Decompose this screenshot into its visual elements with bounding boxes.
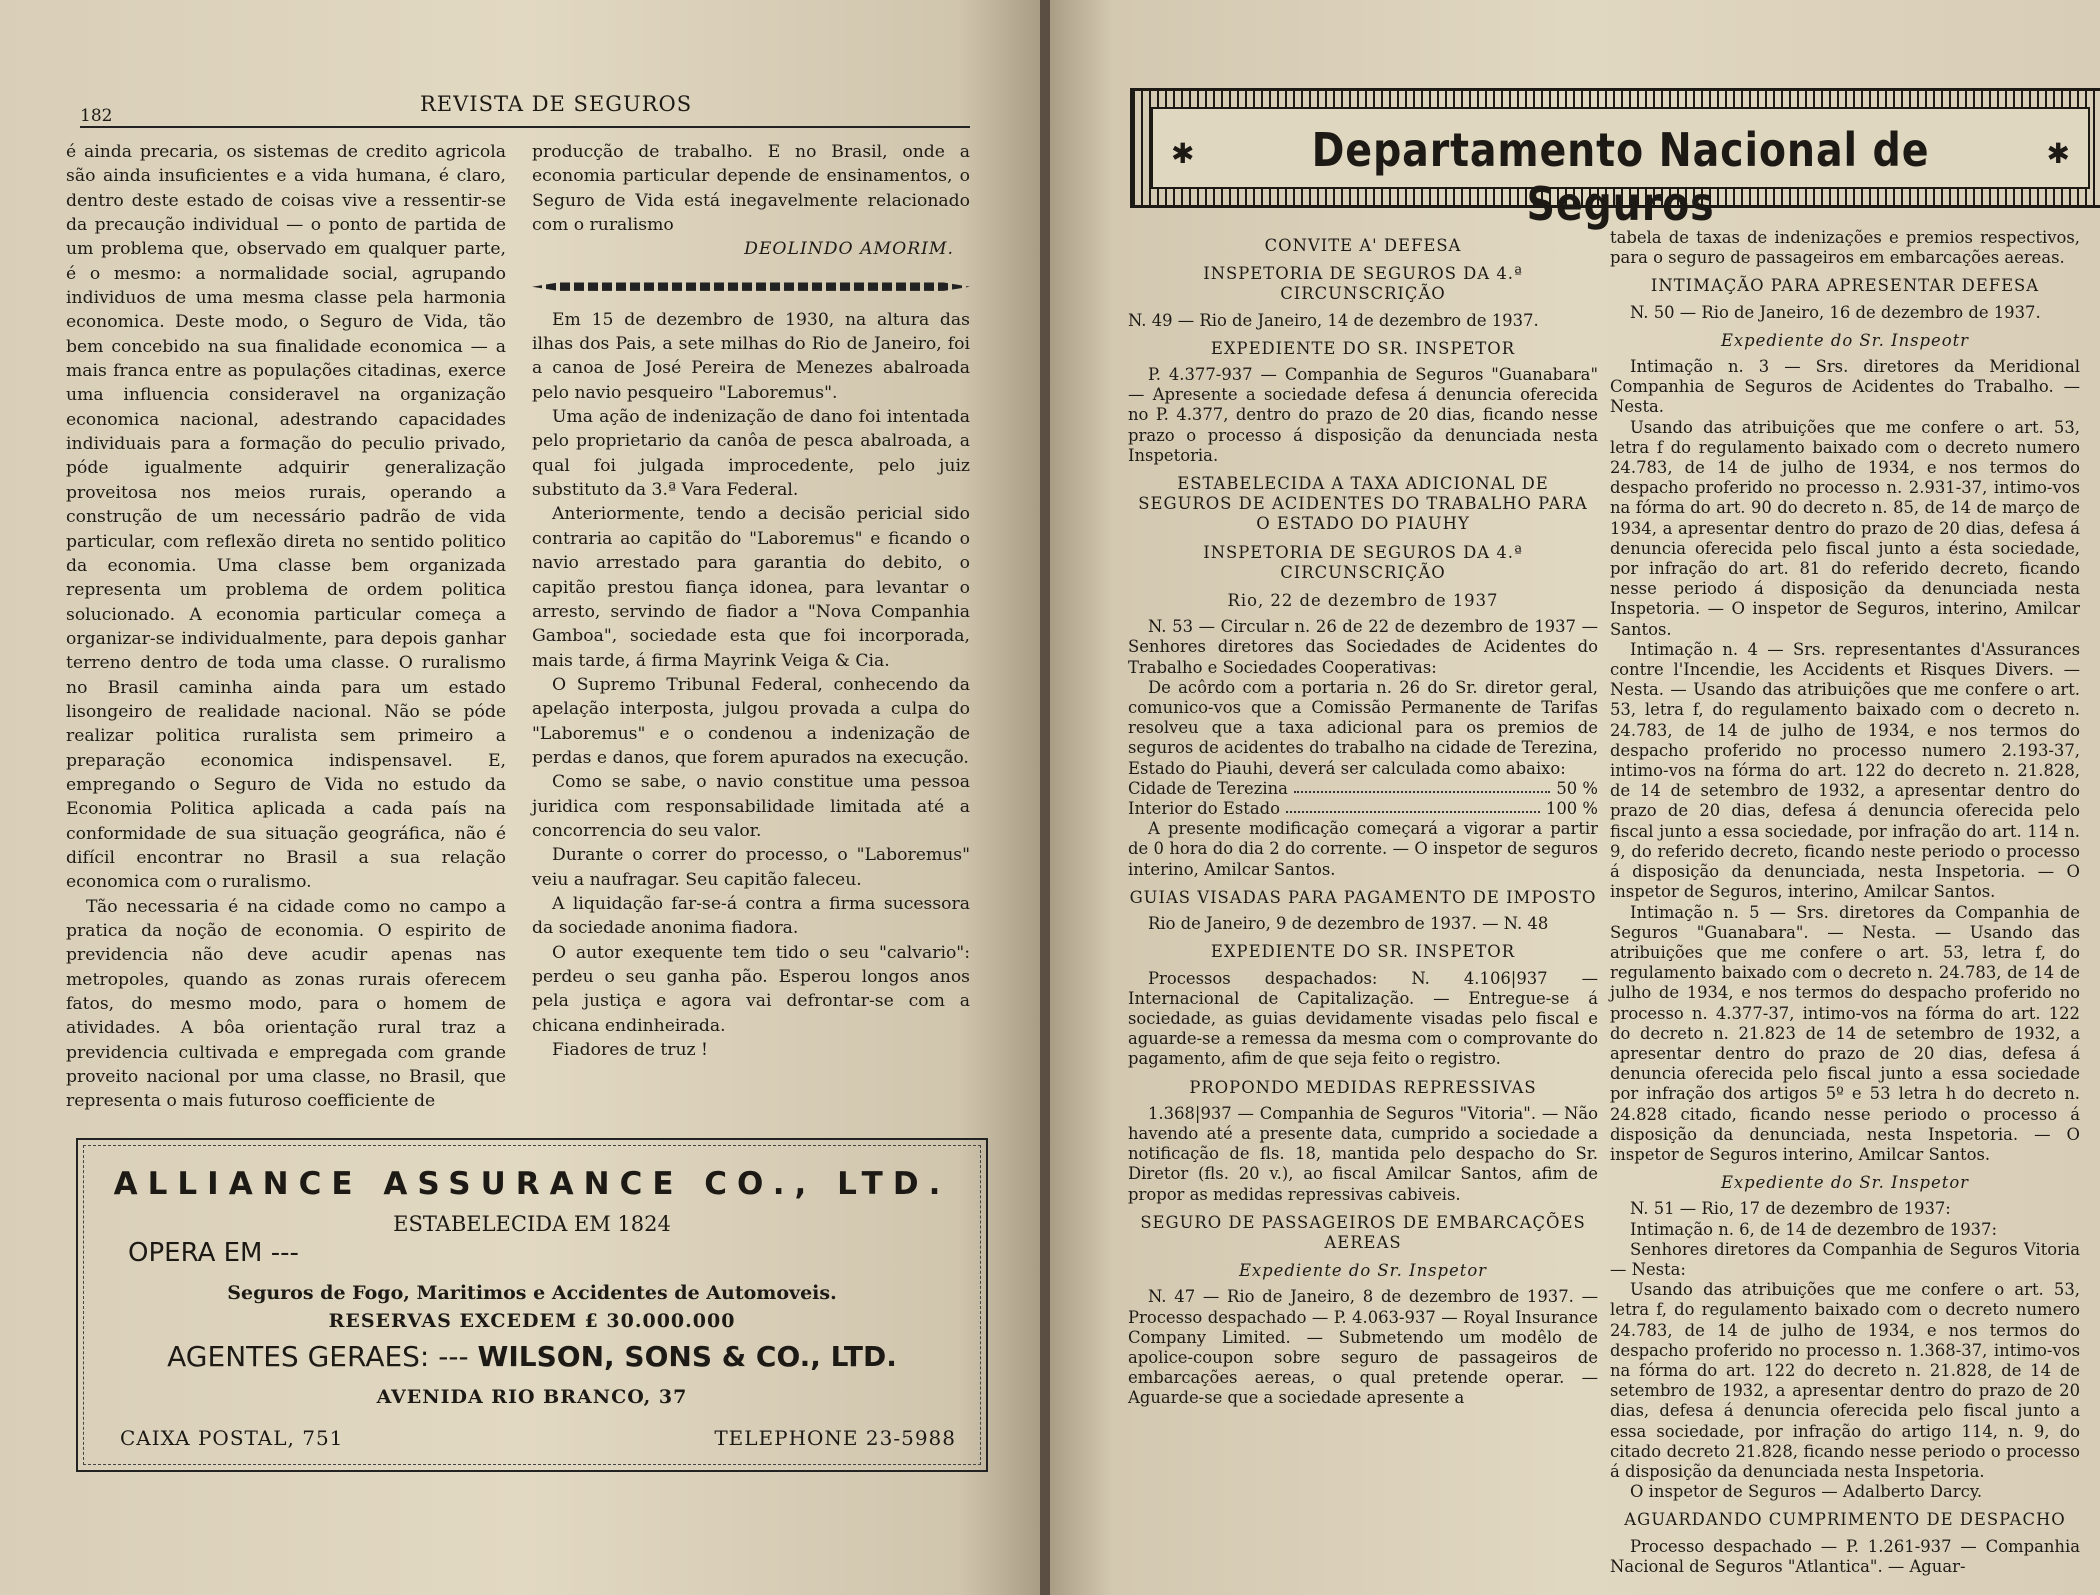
paragraph: Intimação n. 6, de 14 de dezembro de 1937: [1630,1219,1998,1239]
right-page [1050,0,2100,1595]
paragraph: O Supremo Tribunal Federal, conhecendo da apelação interposta, julgou provada a culpa do "Laboremus" e o condenou a indenização de perdas e danos, que forem apurados na execução. [532,674,970,768]
paragraph: Usando das atribuições que me confere o art. 53, letra f, do regulamento baixado com o decreto numero 24.783, de 14 de julho de 1934, e nos termos do despacho proferido no processo n. 1.368-37, intimo-vos na fórma do art. 122 do decreto n. 21.828, de 14 de setembro de 1932, a apresentar dentro do prazo de 20 dias, defesa á denuncia oferecida pelo fiscal junto a essa sociedade, por infração do artigo 114, n. 9, do citado decreto 21.828, ficando nesse periodo o processo á disposição da denunciada nesta Inspetoria. [1610,1280,2080,1481]
star-ornament-icon: ✱ [1171,137,1195,170]
ad-lines: Seguros de Fogo, Maritimos e Accidentes de Automoveis. [227,1282,837,1304]
section-banner [1130,88,2100,231]
paragraph: Processo despachado — P. 1.261-937 — Companhia Nacional de Seguros "Atlantica". — Aguar- [1610,1536,2080,1576]
paragraph: Como se sabe, o navio constitue uma pessoa juridica com responsabilidade limitada até a concorrencia do seu valor. [532,772,970,841]
paragraph: O inspetor de Seguros — Adalberto Darcy. [1630,1482,1983,1502]
left-page [0,0,1042,1595]
ad-company-name: ALLIANCE ASSURANCE CO., LTD. [113,1166,951,1202]
paragraph: O autor exequente tem tido o seu "calvario": perdeu o seu ganha pão. Esperou longos anos pela justiça e agora vai defrontar-se com a chicana endinheirada. [532,942,970,1036]
paragraph: Intimação n. 4 — Srs. representantes d'Assurances contre l'Incendie, les Accidents et Risques Divers. — Nesta. — Usando das atribuições que me confere o art. 53, letra f, do regulamento baixado com o decreto n. 24.783, de 14 de julho de 1934, e nos termos do despacho proferido no processo numero 2.193-37, intimo-vos na fórma do art. 122 do decreto n. 21.828, de 14 de setembro de 1932, a apresentar dentro do prazo de 20 dias, defesa á denuncia oferecida pelo fiscal junto a essa sociedade, por infração do art. 114 n. 9, do referido decreto, ficando neste periodo o processo á disposição da denunciada, nesta Inspetoria. — O inspetor de Seguros, interino, Amilcar Santos. [1610,639,2080,902]
page-number: 182 [80,106,113,126]
section-heading: EXPEDIENTE DO SR. INSPETOR [1210,338,1516,358]
notices-column-1 [1128,228,1598,1409]
section-heading: GUIAS VISADAS PARA PAGAMENTO DE IMPOSTO [1129,887,1597,907]
rate-label: Interior do Estado [1128,799,1280,819]
paragraph: Durante o correr do processo, o "Laboremus" veiu a naufragar. Seu capitão faleceu. [532,845,970,890]
star-ornament-icon: ✱ [2046,137,2070,170]
section-heading: EXPEDIENTE DO SR. INSPETOR [1210,942,1516,962]
paragraph: De acôrdo com a portaria n. 26 do Sr. diretor geral, comunico-vos que a Comissão Permanente de Tarifas resolveu que a taxa adicional para os premios de seguros de acidentes do trabalho na cidade de Terezina, Estado do Piauhi, deverá ser calculada como abaixo: [1128,677,1598,778]
section-heading: AGUARDANDO CUMPRIMENTO DE DESPACHO [1624,1510,2066,1530]
ad-agents-label: AGENTES GERAES: --- [167,1340,469,1373]
paragraph: Anteriormente, tendo a decisão pericial sido contraria ao capitão do "Laboremus" e ficando o navio arrestado para garantia do debito, o capitão prestou fiança idonea, para levantar o arresto, servindo de fiador a "Nova Companhia Gamboa", sociedade esta que foi incorporada, mais tarde, á firma Mayrink Veiga & Cia. [532,504,970,671]
section-heading: CONVITE A' DEFESA [1264,236,1462,255]
article-column-1 [66,140,506,1114]
section-heading: PROPONDO MEDIDAS REPRESSIVAS [1189,1077,1537,1097]
running-header [80,90,970,128]
author-signature: DEOLINDO AMORIM. [744,239,954,260]
ornamental-divider [532,280,970,294]
ad-agents [78,1340,986,1373]
advertisement-box [76,1138,988,1472]
paragraph: Uma ação de indenização de dano foi intentada pelo proprietario da canôa de pesca abalroada, a qual foi julgada improcedente, pelo juiz substituto da 3.ª Vara Federal. [532,407,970,501]
section-subheading: Expediente do Sr. Inspetor [1238,1261,1488,1281]
paragraph: Processos despachados: N. 4.106|937 — Internacional de Capitalização. — Entregue-se á sociedade, as guias devidamente visadas pelo fiscal e aguarde-se a remessa da mesma com o comprovante do pagamento, afim de que seja feito o registro. [1128,968,1598,1069]
ad-telephone: TELEPHONE 23-5988 [714,1426,956,1450]
paragraph: A liquidação far-se-á contra a firma sucessora da sociedade anonima fiadora. [532,893,970,939]
ad-reserves: RESERVAS EXCEDEM £ 30.000.000 [328,1310,736,1332]
paragraph: N. 51 — Rio, 17 de dezembro de 1937: [1630,1199,1951,1219]
section-heading: INTIMAÇÃO PARA APRESENTAR DEFESA [1650,276,2040,296]
paragraph: Rio de Janeiro, 9 de dezembro de 1937. — N. 48 [1148,914,1549,934]
notices-column-2 [1610,228,2080,1577]
rate-value: 100 % [1545,799,1598,819]
section-heading: INSPETORIA DE SEGUROS DA 4.ª CIRCUNSCRIÇÃO [1203,542,1523,582]
date-line: Rio, 22 de dezembro de 1937 [1227,591,1499,611]
paragraph: 1.368|937 — Companhia de Seguros "Vitoria". — Não havendo até a presente data, cumprido a sociedade a notificação de fls. 18, mantida pelo despacho do Sr. Diretor (fls. 20 v.), ao fiscal Amilcar Santos, afim de propor as medidas repressivas cabiveis. [1128,1103,1598,1204]
paragraph: Intimação n. 5 — Srs. diretores da Companhia de Seguros "Guanabara". — Nesta. — Usando das atribuições que me confere o art. 53, letra f, do regulamento baixado com o decreto n. 24.783, de 14 de julho de 1934, e nos termos do despacho proferido no processo n. 4.377-37, intimo-vos na fórma do art. 122 do decreto n. 21.823 de 14 de setembro de 1932, a apresentar dentro do prazo de 20 dias, defesa á denuncia oferecida pelo fiscal junto a essa sociedade por infração dos artigos 5º e 53 letra h do decreto n. 24.828 citado, ficando nesse periodo o processo á disposição da denunciada, nesta Inspetoria. — O inspetor de Seguros interino, Amilcar Santos. [1610,902,2080,1164]
paragraph: P. 4.377-937 — Companhia de Seguros "Guanabara" — Apresente a sociedade defesa á denuncia oferecida no P. 4.377, dentro do prazo de 20 dias, ficando nesse prazo o processo á disposição da denunciada nesta Inspetoria. [1128,365,1598,465]
paragraph: N. 47 — Rio de Janeiro, 8 de dezembro de 1937. — Processo despachado — P. 4.063-937 — Royal Insurance Company Limited. — Submetendo um modêlo de apolice-coupon sobre seguro de passageiros de embarcações aereas, o qual pretende operar. — Aguarde-se que a sociedade apresente a [1128,1287,1598,1408]
paragraph: N. 53 — Circular n. 26 de 22 de dezembro de 1937 — Senhores diretores das Sociedades de Acidentes do Trabalho e Sociedades Cooperativas: [1128,617,1598,677]
banner-title: Departamento Nacional de Seguros [1311,123,1930,231]
ad-agents-name: WILSON, SONS & CO., LTD. [477,1340,897,1373]
ad-address: AVENIDA RIO BRANCO, 37 [376,1386,688,1408]
section-subheading: Expediente do Sr. Inspeotr [1720,330,1970,350]
paragraph: A presente modificação começará a vigorar a partir de 0 hora do dia 2 do corrente. — O inspetor de seguros interino, Amilcar Santos. [1128,819,1598,879]
banner-inner [1151,107,2090,231]
article-column-2 [532,140,970,1062]
paragraph: Tão necessaria é na cidade como no campo a pratica da noção de economia. O espirito de previdencia não deve acudir apenas nas metropoles, quando as zonas rurais oferecem fatos, do mesmo modo, para o homem de atividades. A bôa orientação rural traz a previdencia cultivada e empregada com grande proveito nacional por uma classe, no Brasil, que representa o mais futuroso coefficiente de [66,896,506,1112]
section-heading: INSPETORIA DE SEGUROS DA 4.ª CIRCUNSCRIÇÃO [1203,264,1523,304]
ad-established: ESTABELECIDA EM 1824 [393,1212,671,1236]
paragraph: producção de trabalho. E no Brasil, onde a economia particular depende de ensinamentos, o Seguro de Vida está inegavelmente relacionado com o ruralismo [532,142,970,236]
ad-opera: OPERA EM --- [128,1238,299,1268]
section-subheading: Expediente do Sr. Inspetor [1720,1173,1970,1193]
ad-caixa-postal: CAIXA POSTAL, 751 [120,1426,344,1450]
paragraph: é ainda precaria, os sistemas de credito agricola são ainda insuficientes e a vida humana, é claro, dentro deste estado de coisas vive a ressentir-se da precaução individual — o ponto de partida de um problema que, observado em qualquer parte, é o mesmo: a normalidade social, agrupando individuos de uma mesma classe pela harmonia economica. Deste modo, o Seguro de Vida, tão bem concebido na sua finalidade economica — a mais franca entre as populações citadinas, exerce uma influencia consideravel na organização economica nacional, adestrando capacidades individuais para a formação do peculio privado, póde igualmente adquirir generalização proveitosa nos meios rurais, operando a construção de um necessário padrão de vida particular, com reflexão direta no sentido politico da economia. Uma classe bem organizada representa um problema de ordem politica solucionado. A economia particular começa a organizar-se individualmente, para depois ganhar terreno dentro de toda uma classe. O ruralismo no Brasil caminha ainda para um estado lisongeiro de realidade nacional. Não se póde realizar politica ruralista sem primeiro a preparação economica indispensavel. E, empregando o Seguro de Vida no estudo da Economia Politica aplicada a cada país na conformidade de sua situação geográfica, não é difícil encontrar no Brasil a sua relação economica com o ruralismo. [66,142,506,893]
paragraph: Em 15 de dezembro de 1930, na altura das ilhas dos Pais, a sete milhas do Rio de Janeiro, foi a canoa de José Pereira de Menezes abalroada pelo navio pesqueiro "Laboremus". [532,309,970,403]
rate-row [1128,799,1598,819]
rate-value: 50 % [1556,778,1598,798]
paragraph: Senhores diretores da Companhia de Seguros Vitoria — Nesta: [1610,1239,2080,1279]
rate-row [1128,779,1598,799]
paragraph: N. 50 — Rio de Janeiro, 16 de dezembro de 1937. [1630,302,2041,322]
paragraph: tabela de taxas de indenizações e premios respectivos, para o seguro de passageiros em embarcações aereas. [1610,228,2080,268]
section-heading: ESTABELECIDA A TAXA ADICIONAL DE SEGUROS DE ACIDENTES DO TRABALHO PARA O ESTADO DO PIAUHY [1138,474,1588,534]
section-heading: SEGURO DE PASSAGEIROS DE EMBARCAÇÕES AEREAS [1140,1212,1586,1252]
paragraph: Fiadores de truz ! [552,1040,708,1061]
paragraph: Intimação n. 3 — Srs. diretores da Meridional Companhia de Seguros de Acidentes do Trabalho. — Nesta. [1610,357,2080,417]
rate-label: Cidade de Terezina [1128,778,1288,798]
running-title: REVISTA DE SEGUROS [420,92,693,116]
paragraph: N. 49 — Rio de Janeiro, 14 de dezembro de 1937. [1128,310,1539,330]
paragraph: Usando das atribuições que me confere o art. 53, letra f do regulamento baixado com o decreto numero 24.783, de 14 de julho de 1934, e nos termos do despacho proferido no processo n. 2.931-37, intimo-vos na fórma do art. 90 do decreto n. 85, de 14 de março de 1934, a apresentar dentro do prazo de 20 dias, defesa á denuncia oferecida pelo fiscal junto a ésta sociedade, por infração do art. 81 do referido decreto, ficando nesse periodo á disposição da denunciada nesta Inspetoria. — O inspetor de Seguros, interino, Amilcar Santos. [1610,417,2080,639]
